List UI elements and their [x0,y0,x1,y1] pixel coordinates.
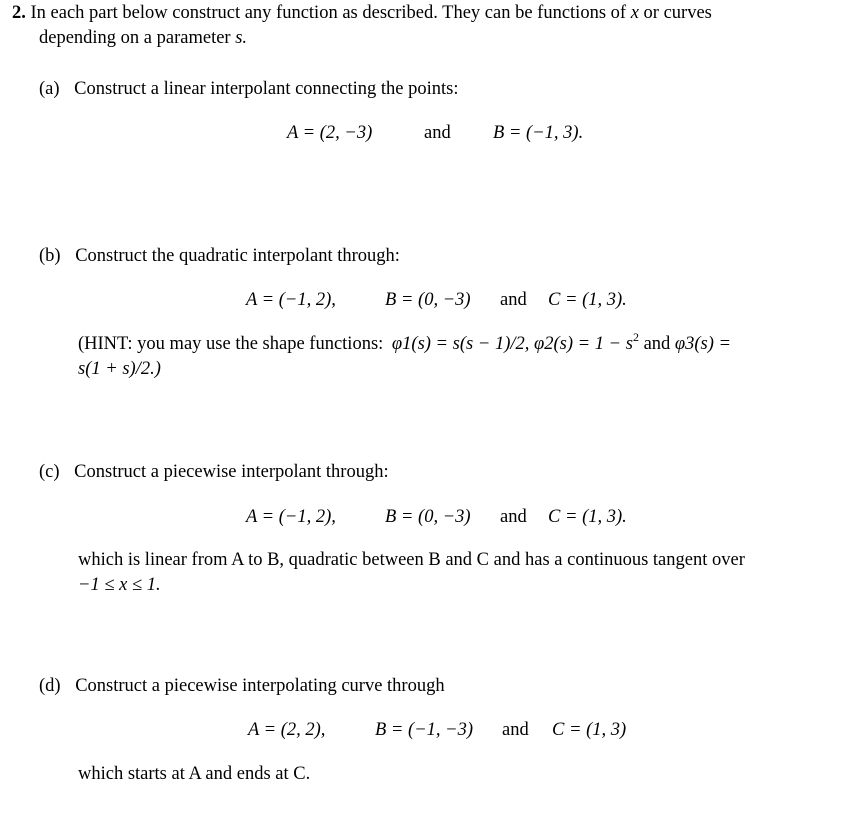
part-b-hint-and: and [643,334,671,354]
problem-intro-text: In each part below construct any function as described. They can be functions of [30,3,627,23]
part-c-point-a: A = (−1, 2), [246,507,336,527]
part-d-point-b: B = (−1, −3) [375,720,474,740]
part-b-hint-square: 2 [632,330,639,344]
problem-intro-text2: depending on a parameter [39,28,231,48]
part-a-text: Construct a linear interpolant connecting the points: [74,79,459,99]
part-d-heading [39,674,445,698]
part-d-and: and [502,720,529,740]
part-b-and: and [500,290,527,310]
part-b-point-c: C = (1, 3). [548,290,627,310]
part-c-point-c: C = (1, 3). [548,507,627,527]
part-c-heading [39,460,389,484]
part-a-point-b: B = (−1, 3). [493,123,584,143]
part-d-point-a: A = (2, 2), [248,720,326,740]
part-b-text: Construct the quadratic interpolant through: [75,246,400,266]
part-b-hint-line1 [78,332,731,356]
part-c-desc-line1: which is linear from A to B, quadratic between B and C and has a continuous tangent over [78,550,745,570]
part-d-desc: which starts at A and ends at C. [78,764,311,784]
problem-intro-var-s: s. [235,28,248,48]
part-a-heading [39,77,458,101]
part-b-heading [39,244,400,268]
part-b-hint-intro: (HINT: you may use the shape functions: [78,334,384,354]
problem-number: 2. [12,3,26,23]
part-c-and: and [500,507,527,527]
part-a-and: and [424,123,451,143]
part-c-text: Construct a piecewise interpolant through: [74,462,389,482]
part-d-point-c: C = (1, 3) [552,720,627,740]
part-d-text: Construct a piecewise interpolating curve through [75,676,445,696]
part-c-point-b: B = (0, −3) [385,507,471,527]
problem-intro-or: or curves [643,3,712,23]
part-d-label: (d) [39,676,61,696]
part-c-desc-line2: −1 ≤ x ≤ 1. [78,575,161,595]
part-b-hint-line2: s(1 + s)/2.) [78,359,161,379]
part-a-label: (a) [39,79,60,99]
part-b-hint-phi3: φ3(s) = [674,334,732,354]
problem-intro-line2 [39,26,247,50]
part-c-label: (c) [39,462,60,482]
part-b-hint-phi1-phi2: φ1(s) = s(s − 1)/2, φ2(s) = 1 − s [391,334,633,354]
part-b-point-a: A = (−1, 2), [246,290,336,310]
part-b-label: (b) [39,246,61,266]
problem-intro-line1 [12,1,712,25]
part-a-point-a: A = (2, −3) [287,123,373,143]
part-b-point-b: B = (0, −3) [385,290,471,310]
problem-intro-var-x: x [630,3,639,23]
